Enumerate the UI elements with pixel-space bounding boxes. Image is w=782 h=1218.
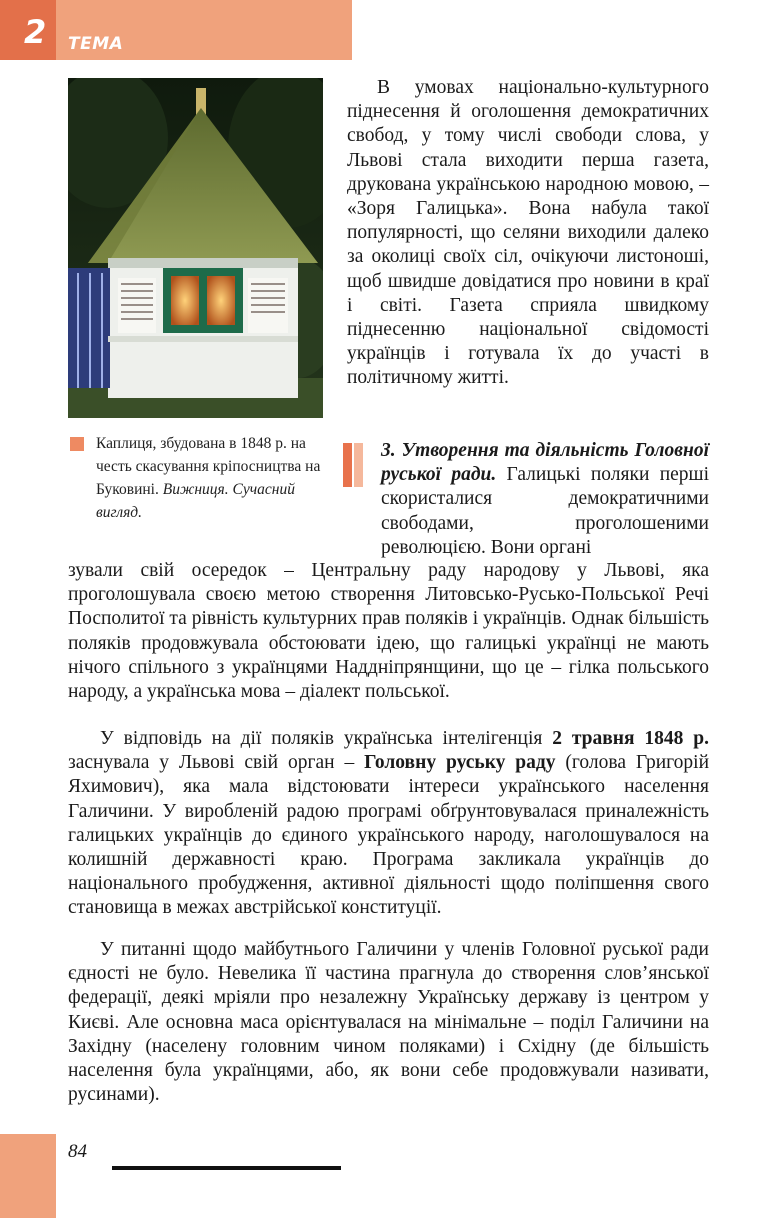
footer-rule <box>112 1166 341 1170</box>
chapter-number: 2 <box>24 13 47 51</box>
footer-band <box>0 1134 56 1218</box>
paragraph-2 <box>68 727 709 921</box>
page-number: 84 <box>68 1141 87 1162</box>
section-continuation: зували свій осередок – Центральну раду народову у Львові, яка проголошувала своєю метою створення Литовсько-Русько-Польської Речі Посполитої та рівність культурних прав поляків і українців. Однак більшість поляків продовжувала обстоювати ідею, що галицькі українці не мають нічого спільного з українцями Наддніпрянщини, що це – гілка польського народу, а українська мова – діалект польської. <box>68 560 709 703</box>
section-heading: 3. Утворення та діяльність Головної руської ради. <box>381 440 709 486</box>
section-paragraph <box>347 439 709 560</box>
caption-location: Вижниця. Сучасний вигляд. <box>96 481 295 521</box>
chapter-label: ТЕМА <box>68 34 124 54</box>
caption-text: Каплиця, збудована в 1848 р. на честь скасування кріпосництва на Буковині. <box>96 435 321 498</box>
caption-marker <box>70 437 84 451</box>
photo-caption <box>96 432 326 524</box>
p2-text-2: заснувала у Львові свій орган – <box>68 752 365 774</box>
p2-text-3: (голова Григорій Яхимович), яка мала відстоювати інтереси українського населення Галичини. У виробленій радою програмі обґрунтовувалася приналежність галицьких українців до єдиного українського народу, наголошувалося на колишній державності краю. Програма закликала українців до національного пробудження, активної діяльності щодо поліпшення свого становища в межах австрійської конституції. <box>68 752 710 919</box>
section-lead: Галицькі поляки перші скористалися демократичними свободами, проголошеними революцією. Вони органі <box>381 464 709 558</box>
column-paragraph: В умовах національно-культурного піднесення й оголошення демократичних свобод, у тому числі свободи слова, у Львові стала виходити перша газета, друкована українською народною мовою, – «Зоря Галицька». Вона набула такої популярності, що селяни виходили далеко за околиці своїх сіл, очікуючи листоноші, щоб швидше довідатися про новини в краї і світі. Газета сприяла швидкому піднесенню національної свідомості українців і готувала їх до участі в політичному житті. <box>347 77 709 389</box>
paragraph-3: У питанні щодо майбутнього Галичини у членів Головної руської ради єдності не було. Невелика її частина прагнула до створення слов’янської федерації, деякі мріяли про незалежну Українську державу із центром у Києві. Але основна маса орієнтувалася на мінімальне – поділ Галичини на Західну (населену головним чином поляками) і Східну (де більшість населення була українцями, або, як вони себе продовжували називати, русинами). <box>68 939 709 1106</box>
p2-date: 2 травня 1848 р. <box>552 728 709 749</box>
p2-council: Головну руську раду <box>364 752 556 774</box>
p2-text-1: У відповідь на дії поляків українська інтелігенція <box>100 728 553 749</box>
chapel-photo <box>68 78 323 418</box>
